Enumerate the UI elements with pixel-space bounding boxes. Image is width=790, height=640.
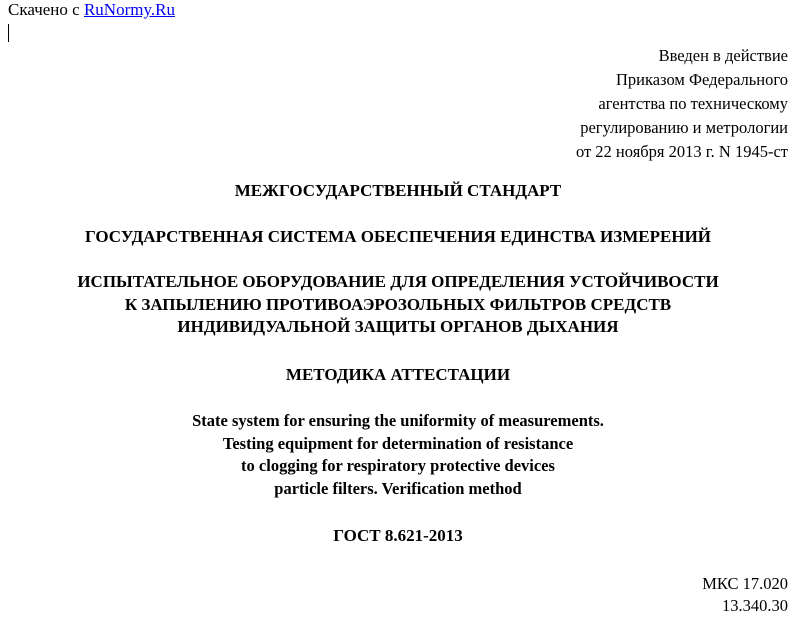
system-heading — [0, 226, 790, 249]
title-line: ИНДИВИДУАЛЬНОЙ ЗАЩИТЫ ОРГАНОВ ДЫХАНИЯ — [177, 317, 619, 336]
gost-number-text: ГОСТ 8.621-2013 — [333, 526, 463, 545]
classifier-block — [702, 573, 788, 617]
approval-line: Введен в действие — [658, 46, 788, 65]
text-cursor — [8, 24, 9, 42]
title-line: ИСПЫТАТЕЛЬНОЕ ОБОРУДОВАНИЕ ДЛЯ ОПРЕДЕЛЕНИЯ УСТОЙЧИВОСТИ — [77, 272, 719, 291]
gost-number — [0, 525, 790, 548]
title-line: К ЗАПЫЛЕНИЮ ПРОТИВОАЭРОЗОЛЬНЫХ ФИЛЬТРОВ СРЕДСТВ — [124, 294, 672, 314]
interstate-standard-text: МЕЖГОСУДАРСТВЕННЫЙ СТАНДАРТ — [234, 181, 562, 200]
method-heading — [0, 364, 790, 387]
classifier-line: МКС 17.020 — [702, 574, 788, 593]
english-title-line: Testing equipment for determination of resistance — [222, 433, 574, 453]
approval-line: регулированию и метрологии — [580, 118, 788, 137]
english-title-line: to clogging for respiratory protective devices — [241, 456, 555, 475]
approval-line: Приказом Федерального — [615, 70, 788, 89]
classifier-line: 13.340.30 — [722, 596, 788, 615]
approval-line: агентства по техническому — [598, 94, 788, 113]
english-title-line: State system for ensuring the uniformity of measurements. — [192, 411, 604, 430]
source-link[interactable]: RuNormy.Ru — [83, 0, 175, 19]
system-text: ГОСУДАРСТВЕННАЯ СИСТЕМА ОБЕСПЕЧЕНИЯ ЕДИНСТВА ИЗМЕРЕНИЙ — [84, 227, 712, 246]
english-title — [0, 410, 790, 500]
approval-line: от 22 ноября 2013 г. N 1945-ст — [575, 142, 788, 161]
method-text: МЕТОДИКА АТТЕСТАЦИИ — [285, 365, 511, 384]
english-title-line: particle filters. Verification method — [274, 478, 522, 498]
approval-block — [576, 44, 788, 164]
interstate-standard-heading — [0, 180, 790, 203]
source-line — [8, 0, 175, 20]
source-prefix: Скачено с — [8, 0, 84, 19]
document-title — [0, 271, 790, 339]
